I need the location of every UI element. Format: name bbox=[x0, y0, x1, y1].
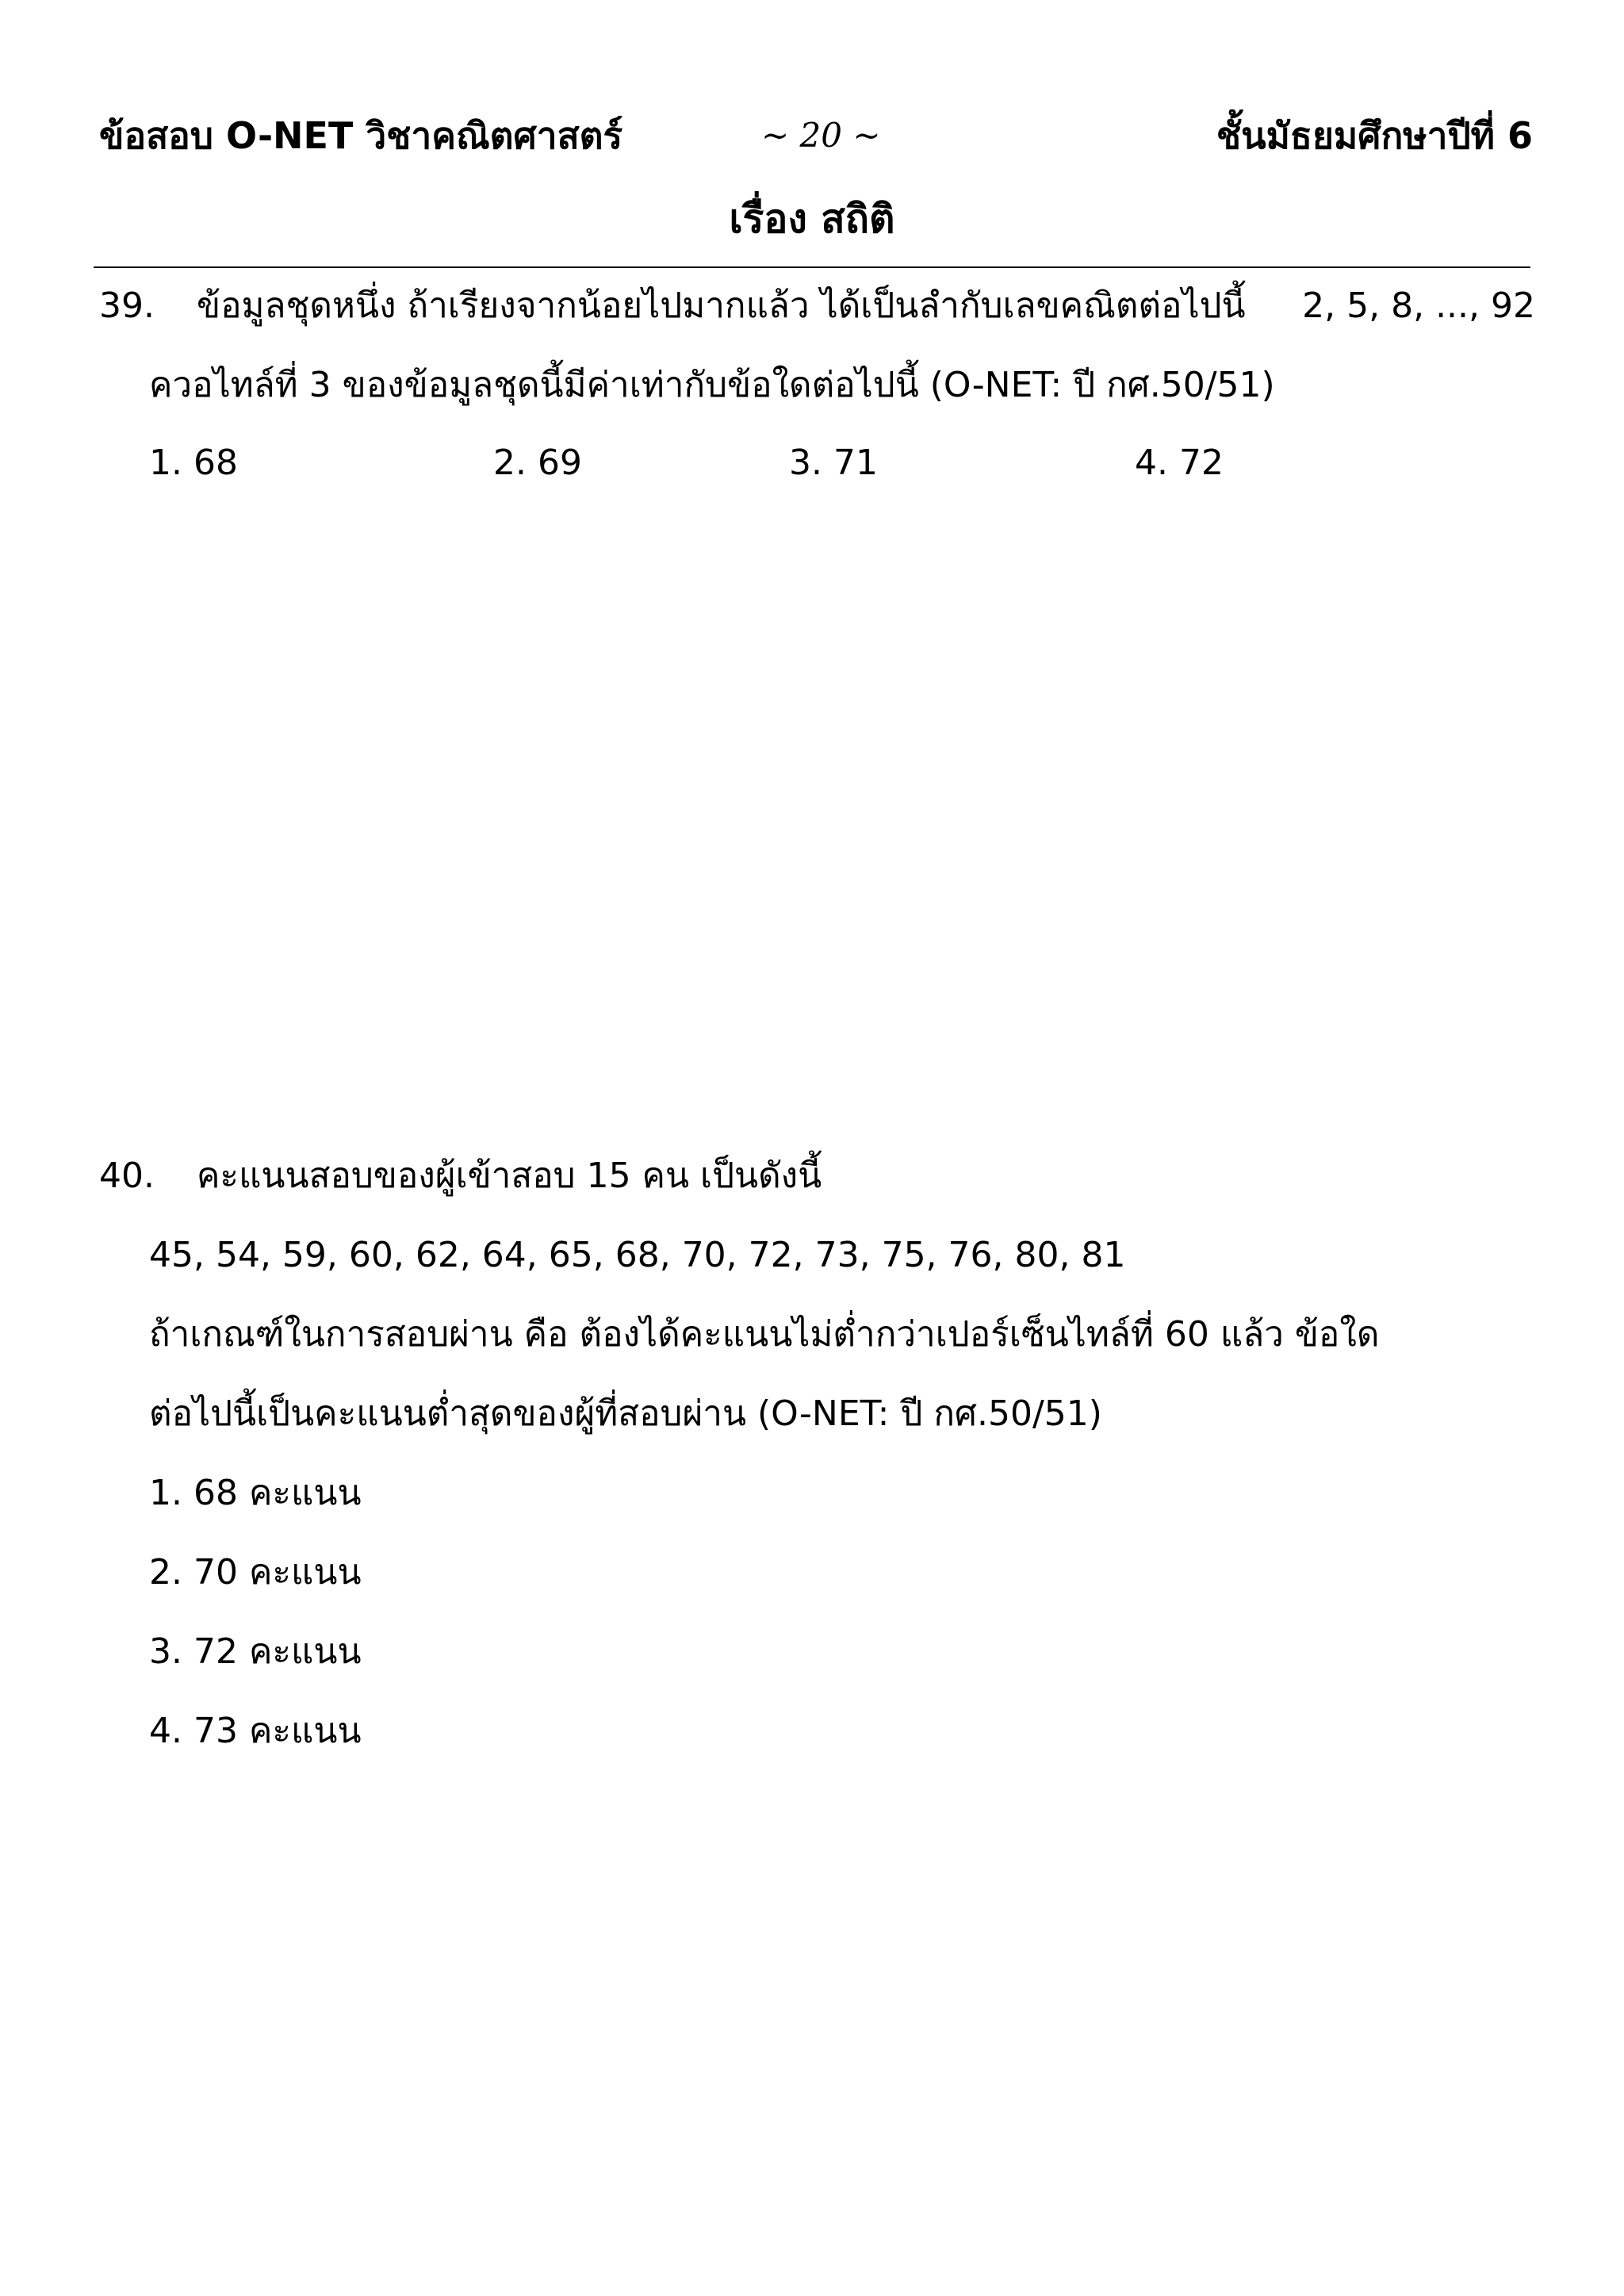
answer-choice-4[interactable]: 4. 73 คะแนน bbox=[149, 1711, 362, 1751]
answer-choice-3[interactable]: 3. 71 bbox=[789, 443, 878, 483]
answer-choice-2[interactable]: 2. 69 bbox=[493, 443, 582, 483]
question-text-line: ข้อมูลชุดหนึ่ง ถ้าเรียงจากน้อยไปมากแล้ว ได้เป็นลำกับเลขคณิตต่อไปนี้ bbox=[197, 286, 1246, 326]
subject-title: เรื่อง สถิติ bbox=[729, 196, 895, 242]
answer-choice-4[interactable]: 4. 72 bbox=[1135, 443, 1224, 483]
answer-choice-3[interactable]: 3. 72 คะแนน bbox=[149, 1631, 362, 1672]
header-divider bbox=[94, 266, 1530, 268]
answer-choice-1[interactable]: 1. 68 คะแนน bbox=[149, 1473, 362, 1513]
answer-choice-1[interactable]: 1. 68 bbox=[149, 443, 238, 483]
question-number: 40. bbox=[99, 1156, 155, 1196]
scores-list: 45, 54, 59, 60, 62, 64, 65, 68, 70, 72, 73, 75, 76, 80, 81 bbox=[149, 1235, 1126, 1275]
question-text-line: คะแนนสอบของผู้เข้าสอบ 15 คน เป็นดังนี้ bbox=[197, 1156, 822, 1196]
question-number: 39. bbox=[99, 286, 155, 326]
question-text-line: ควอไทล์ที่ 3 ของข้อมูลชุดนี้มีค่าเท่ากับข้อใดต่อไปนี้ (O-NET: ปี กศ.50/51) bbox=[149, 365, 1275, 405]
question-text-line: ถ้าเกณฑ์ในการสอบผ่าน คือ ต้องได้คะแนนไม่ต่ำกว่าเปอร์เซ็นไทล์ที่ 60 แล้ว ข้อใด bbox=[149, 1314, 1380, 1355]
answer-choice-2[interactable]: 2. 70 คะแนน bbox=[149, 1552, 362, 1593]
grade-level: ชั้นมัธยมศึกษาปีที่ 6 bbox=[1216, 114, 1533, 157]
question-text-line: ต่อไปนี้เป็นคะแนนต่ำสุดของผู้ที่สอบผ่าน (O-NET: ปี กศ.50/51) bbox=[149, 1393, 1102, 1434]
exam-title: ข้อสอบ O-NET วิชาคณิตศาสตร์ bbox=[99, 114, 623, 157]
page-number: ~ 20 ~ bbox=[761, 116, 881, 155]
sequence-text: 2, 5, 8, ..., 92 bbox=[1302, 286, 1535, 326]
